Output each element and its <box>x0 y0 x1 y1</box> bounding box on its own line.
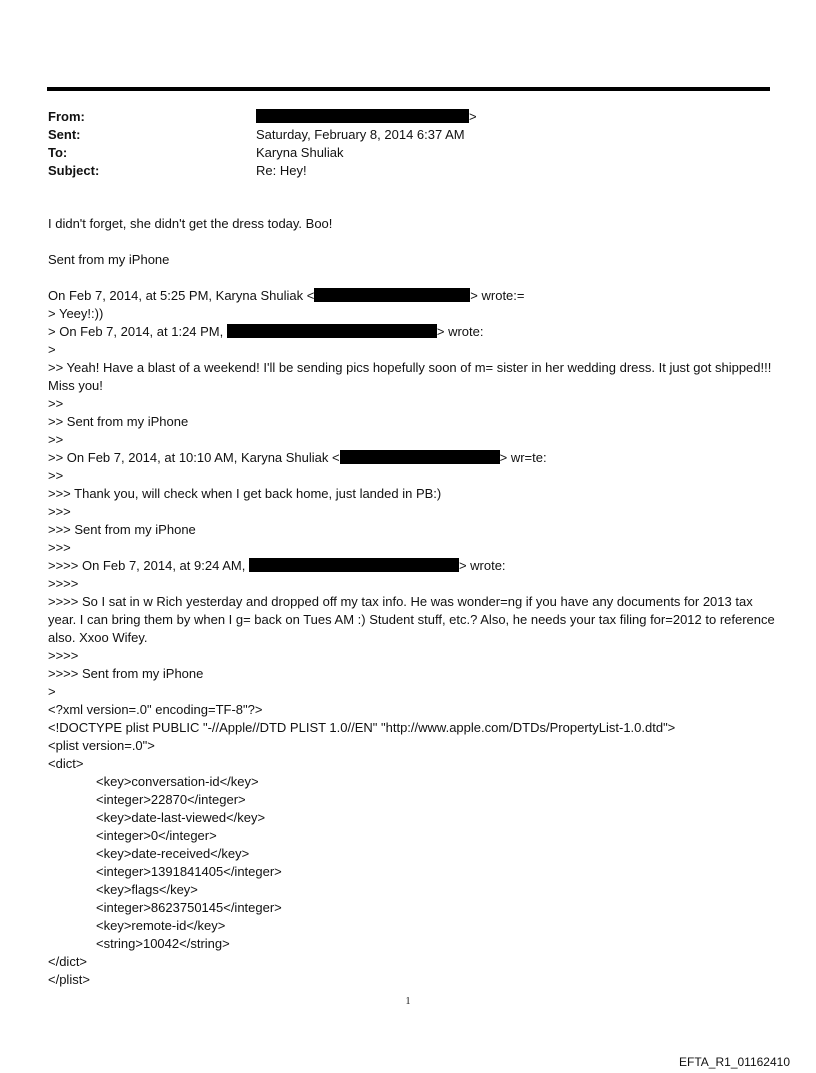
quote-header-line: >>>> On Feb 7, 2014, at 9:24 AM, > wrote: <box>48 558 506 573</box>
redaction-box <box>256 109 469 123</box>
xml-line: </plist> <box>48 972 90 987</box>
body-line: >> <box>48 468 64 483</box>
redaction-box <box>314 288 470 302</box>
body-line: > <box>48 684 56 699</box>
body-line: >>>> <box>48 648 79 663</box>
xml-line: <dict> <box>48 756 84 771</box>
sent-label: Sent: <box>48 127 81 142</box>
body-line: >>>> So I sat in w Rich yesterday and dropped off my tax info. He was wonder=ng if you have any documents for 2013 tax year. I can bring them by when I g= back on Tues AM :) Student stuff, etc.? Also, he needs your tax filing for=2012 to reference also. Xxoo Wifey. <box>48 594 775 645</box>
body-line: Sent from my iPhone <box>48 252 170 267</box>
redaction-box <box>227 324 437 338</box>
body-line: >> <box>48 432 64 447</box>
from-suffix: > <box>469 109 477 124</box>
xml-line: <integer>22870</integer> <box>96 792 246 807</box>
redaction-box <box>340 450 500 464</box>
xml-line: <integer>8623750145</integer> <box>96 900 282 915</box>
xml-line: <key>flags</key> <box>96 882 198 897</box>
quote-header-line: > On Feb 7, 2014, at 1:24 PM, > wrote: <box>48 324 484 339</box>
xml-line: <plist version=.0"> <box>48 738 155 753</box>
page-number: 1 <box>405 996 411 1007</box>
body-line: >>>> Sent from my iPhone <box>48 666 204 681</box>
redaction-box <box>249 558 459 572</box>
xml-line: <integer>0</integer> <box>96 828 217 843</box>
body-line: >>> <box>48 504 71 519</box>
xml-line: <key>conversation-id</key> <box>96 774 259 789</box>
body-line: >> <box>48 396 64 411</box>
header-rule <box>47 87 770 91</box>
body-line: >>> Sent from my iPhone <box>48 522 196 537</box>
subject-label: Subject: <box>48 163 100 178</box>
body-line: I didn't forget, she didn't get the dress today. Boo! <box>48 216 333 231</box>
body-line: >>> <box>48 540 71 555</box>
xml-line: </dict> <box>48 954 88 969</box>
subject-value: Re: Hey! <box>256 163 307 178</box>
xml-line: <key>remote-id</key> <box>96 918 226 933</box>
body-line: >> Yeah! Have a blast of a weekend! I'll be sending pics hopefully soon of m= sister in her wedding dress. It just got shipped!!! Miss you! <box>48 360 772 393</box>
to-value: Karyna Shuliak <box>256 145 344 160</box>
sent-value: Saturday, February 8, 2014 6:37 AM <box>256 127 465 142</box>
xml-line: <?xml version=.0" encoding=TF-8"?> <box>48 702 263 717</box>
body-line: >>> Thank you, will check when I get back home, just landed in PB:) <box>48 486 442 501</box>
email-body <box>48 215 778 989</box>
body-line: > <box>48 342 56 357</box>
xml-line: <integer>1391841405</integer> <box>96 864 282 879</box>
xml-line: <key>date-last-viewed</key> <box>96 810 266 825</box>
xml-line: <key>date-received</key> <box>96 846 250 861</box>
quote-header-line: >> On Feb 7, 2014, at 10:10 AM, Karyna Shuliak < > wr=te: <box>48 450 547 465</box>
from-label: From: <box>48 109 85 124</box>
body-line: >>>> <box>48 576 79 591</box>
quote-header-line: On Feb 7, 2014, at 5:25 PM, Karyna Shuliak < > wrote:= <box>48 288 525 303</box>
xml-line: <string>10042</string> <box>96 936 230 951</box>
to-label: To: <box>48 145 68 160</box>
document-id: EFTA_R1_01162410 <box>679 1055 790 1069</box>
body-line: > Yeey!:)) <box>48 306 104 321</box>
body-line: >> Sent from my iPhone <box>48 414 189 429</box>
xml-line: <!DOCTYPE plist PUBLIC "-//Apple//DTD PLIST 1.0//EN" "http://www.apple.com/DTDs/PropertyList-1.0.dtd"> <box>48 720 676 735</box>
